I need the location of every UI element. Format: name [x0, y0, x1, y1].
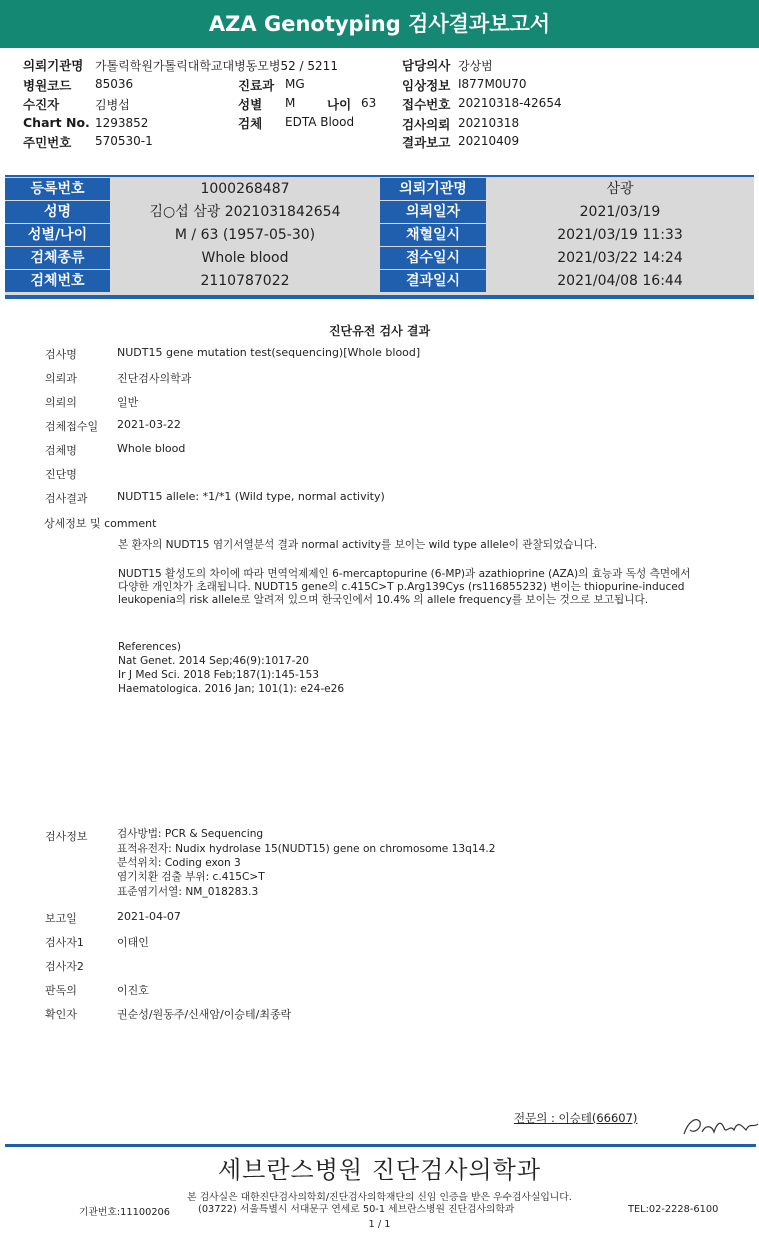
certification-note: 본 검사실은 대한진단검사의학회/진단검사의학재단의 신임 인증을 받은 우수검사실입니다. [187, 1192, 572, 1203]
spec-type: Whole blood [201, 250, 289, 266]
patient-info [0, 0, 759, 160]
report-date-label: 보고일 [45, 912, 77, 925]
test-name-label: 검사명 [45, 348, 77, 361]
sexage: M / 63 (1957-05-30) [174, 227, 316, 243]
receipt-no-label: 접수번호 [402, 97, 451, 112]
testinfo-item: 검사방법: PCR & Sequencing [117, 828, 264, 840]
receipt-label: 접수일시 [380, 247, 486, 269]
requesting-org-label: 의뢰기관명 [23, 58, 84, 73]
confirmer-label: 확인자 [45, 1008, 77, 1021]
report-dept: 진단검사의학과 [117, 372, 192, 385]
receipt-no: 20210318-42654 [458, 96, 562, 110]
test-request: 20210318 [458, 116, 520, 130]
draw-label: 채혈일시 [380, 224, 486, 246]
doctor: 강상범 [458, 59, 493, 73]
report-title: AZA Genotyping 검사결과보고서 [0, 0, 759, 48]
summary-row [5, 247, 754, 270]
tester1-label: 검사자1 [45, 936, 84, 949]
reg-no-label: 등록번호 [5, 178, 110, 200]
result-report: 20210409 [458, 134, 520, 148]
test-result-label: 검사결과 [45, 492, 88, 505]
summary-row [5, 178, 754, 201]
testinfo-label: 검사정보 [45, 830, 88, 843]
dept-label: 진료과 [238, 78, 275, 93]
hospital-code-label: 병원코드 [23, 78, 72, 93]
testinfo-item: 표적유전자: Nudix hydrolase 15(NUDT15) gene on chromosome 13q14.2 [117, 843, 496, 855]
spec-no-label: 검체번호 [5, 270, 110, 292]
sexage-label: 성별/나이 [5, 224, 110, 246]
signature-image [680, 1108, 759, 1140]
section-title: 진단유전 검사 결과 [328, 324, 431, 338]
result-label: 결과일시 [380, 270, 486, 292]
report-specimen: Whole blood [117, 442, 186, 455]
doctor-label: 담당의사 [402, 58, 451, 73]
rrn: 570530-1 [95, 134, 153, 148]
test-result: NUDT15 allele: *1/*1 (Wild type, normal activity) [117, 490, 385, 503]
requesting-org: 가톨릭학원가톨릭대학교대병동모병52 / 5211 [95, 59, 338, 73]
confirmer: 권순성/원동주/신새암/이승테/최종락 [117, 1008, 292, 1021]
reader: 이진호 [117, 984, 149, 997]
result-time: 2021/04/08 16:44 [557, 273, 683, 289]
test-name: NUDT15 gene mutation test(sequencing)[Whole blood] [117, 346, 421, 359]
sex-label: 성별 [238, 97, 263, 112]
hospital-code: 85036 [95, 77, 134, 91]
receipt-date-label: 검체접수일 [45, 420, 99, 433]
tester2-label: 검사자2 [45, 960, 84, 973]
spec-no: 2110787022 [200, 273, 290, 289]
dept: MG [285, 77, 305, 91]
comment-paragraph-2: NUDT15 활성도의 차이에 따라 면역억제제인 6-mercaptopurine (6-MP)과 azathioprine (AZA)의 효능과 독성 측면에서 다양한 개인차가 초래됩니다. NUDT15 gene의 c.415C>T p.Arg139Cys (rs116855232) 변이는 thiopurine-induced leukopenia의 risk allele로 알려져 있으며 한국인에서 10.4% 의 allele frequency를 보이는 것으로 보고됩니다. [118, 568, 691, 606]
reg-no: 1000268487 [200, 181, 290, 197]
result-report-label: 결과보고 [402, 135, 451, 150]
report-date: 2021-04-07 [117, 910, 181, 923]
hospital-name: 세브란스병원 진단검사의학과 [217, 1156, 542, 1184]
reference-item: Ir J Med Sci. 2018 Feb;187(1):145-153 [118, 669, 320, 681]
summary-row [5, 201, 754, 224]
rrn-label: 주민번호 [23, 135, 72, 150]
patient-name: 김병섭 [95, 98, 130, 112]
reader-label: 판독의 [45, 984, 77, 997]
address: (03722) 서울특별시 서대문구 연세로 50-1 세브란스병원 진단검사의학과 [198, 1204, 515, 1215]
diagnosis-label: 진단명 [45, 468, 77, 481]
chart-label: Chart No. [23, 115, 90, 130]
name-label: 성명 [5, 201, 110, 223]
spec-type-label: 검체종류 [5, 247, 110, 269]
req-date-label: 의뢰일자 [380, 201, 486, 223]
req-date: 2021/03/19 [579, 204, 661, 220]
footer-divider [5, 1144, 756, 1147]
reference-item: Haematologica. 2016 Jan; 101(1): e24-e26 [118, 683, 345, 695]
specimen-label: 검체 [238, 116, 263, 131]
report-specimen-label: 검체명 [45, 444, 77, 457]
org-label: 의뢰기관명 [380, 178, 486, 200]
report-doctor: 일반 [117, 396, 139, 409]
page-number: 1 / 1 [368, 1219, 391, 1230]
specialist: 전문의 : 이승테(66607) [514, 1111, 638, 1125]
name: 김○섭 삼광 2021031842654 [149, 204, 341, 220]
testinfo-item: 표준염기서열: NM_018283.3 [117, 886, 259, 898]
clinical-info-label: 임상정보 [402, 78, 451, 93]
org: 삼광 [606, 181, 634, 197]
test-request-label: 검사의뢰 [402, 117, 451, 132]
org-number: 기관번호:11100206 [79, 1207, 171, 1218]
clinical-info: I877M0U70 [458, 77, 527, 91]
telephone: TEL:02-2228-6100 [628, 1204, 719, 1215]
comment-label: 상세정보 및 comment [44, 517, 157, 530]
testinfo-item: 분석위치: Coding exon 3 [117, 857, 241, 869]
sex: M [285, 96, 296, 110]
receipt-time: 2021/03/22 14:24 [557, 250, 683, 266]
age-label: 나이 [327, 97, 352, 112]
chart-no: 1293852 [95, 116, 149, 130]
summary-row [5, 224, 754, 247]
age: 63 [361, 96, 377, 110]
summary-table [5, 175, 754, 299]
tester1: 이태인 [117, 936, 149, 949]
references-title: References) [118, 641, 181, 653]
specimen: EDTA Blood [285, 115, 355, 129]
report-doctor-label: 의뢰의 [45, 396, 77, 409]
report-dept-label: 의뢰과 [45, 372, 77, 385]
receipt-date: 2021-03-22 [117, 418, 181, 431]
summary-row [5, 270, 754, 293]
testinfo-item: 염기치환 검출 부위: c.415C>T [117, 871, 265, 883]
draw-time: 2021/03/19 11:33 [557, 227, 683, 243]
patient-label: 수진자 [23, 97, 60, 112]
reference-item: Nat Genet. 2014 Sep;46(9):1017-20 [118, 655, 309, 667]
comment-paragraph-1: 본 환자의 NUDT15 염기서열분석 결과 normal activity를 보이는 wild type allele이 관찰되었습니다. [118, 539, 598, 551]
